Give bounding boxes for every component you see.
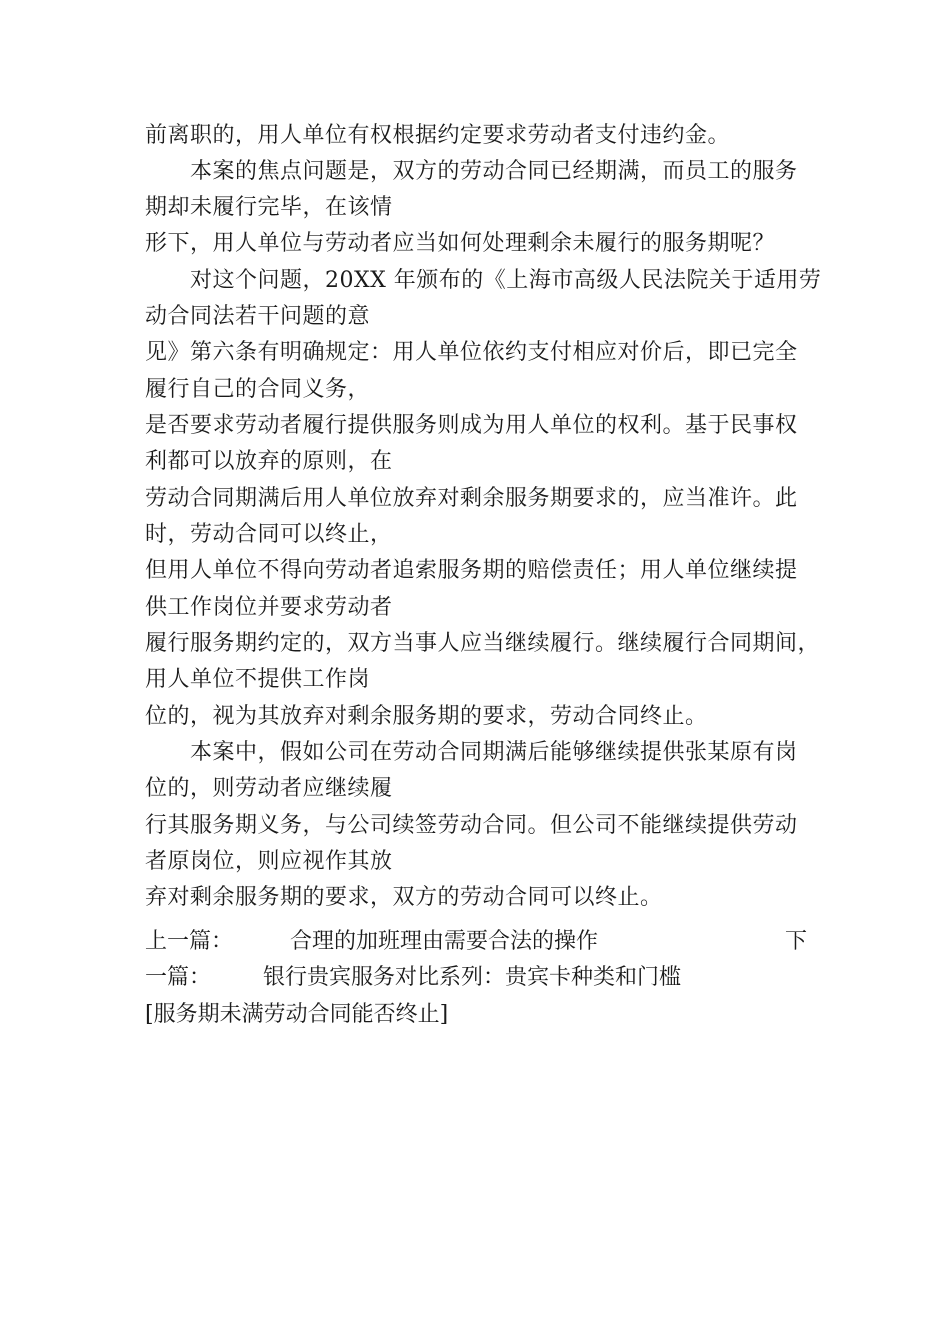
article-tag: [服务期未满劳动合同能否终止] (145, 1002, 449, 1027)
text-line: 者原岗位，则应视作其放 (145, 849, 393, 874)
text-line: 利都可以放弃的原则，在 (145, 449, 393, 474)
next-article-link[interactable]: 银行贵宾服务对比系列：贵宾卡种类和门槛 (263, 965, 682, 990)
text-line: 时，劳动合同可以终止， (145, 522, 393, 547)
text-line: 履行服务期约定的，双方当事人应当继续履行。继续履行合同期间， (145, 631, 821, 656)
prev-article-link[interactable]: 合理的加班理由需要合法的操作 (290, 929, 599, 954)
text-line: 位的，视为其放弃对剩余服务期的要求，劳动合同终止。 (145, 704, 708, 729)
text-line: 行其服务期义务，与公司续签劳动合同。但公司不能继续提供劳动 (145, 813, 798, 838)
text-line: 劳动合同期满后用人单位放弃对剩余服务期要求的，应当准许。此 (145, 486, 798, 511)
text-line: 履行自己的合同义务， (145, 377, 371, 402)
next-article-label: 下 (785, 929, 808, 954)
text-line: 对这个问题，20XX 年颁布的《上海市高级人民法院关于适用劳 (190, 268, 822, 293)
text-line: 期却未履行完毕，在该情 (145, 195, 393, 220)
text-line: 但用人单位不得向劳动者追索服务期的赔偿责任；用人单位继续提 (145, 558, 798, 583)
text-line: 见》第六条有明确规定：用人单位依约支付相应对价后，即已完全 (145, 340, 798, 365)
text-line: 本案的焦点问题是，双方的劳动合同已经期满，而员工的服务 (190, 159, 798, 184)
next-article-label-cont: 一篇： (145, 965, 212, 990)
text-line: 位的，则劳动者应继续履 (145, 776, 393, 801)
text-line: 动合同法若干问题的意 (145, 304, 371, 329)
text-line: 用人单位不提供工作岗 (145, 667, 371, 692)
text-line: 弃对剩余服务期的要求，双方的劳动合同可以终止。 (145, 885, 663, 910)
text-line: 前离职的，用人单位有权根据约定要求劳动者支付违约金。 (145, 123, 731, 148)
text-line: 供工作岗位并要求劳动者 (145, 595, 393, 620)
text-line: 本案中，假如公司在劳动合同期满后能够继续提供张某原有岗 (190, 740, 798, 765)
text-line: 形下，用人单位与劳动者应当如何处理剩余未履行的服务期呢？ (145, 231, 776, 256)
text-line: 是否要求劳动者履行提供服务则成为用人单位的权利。基于民事权 (145, 413, 798, 438)
prev-article-label: 上一篇： (145, 929, 234, 954)
